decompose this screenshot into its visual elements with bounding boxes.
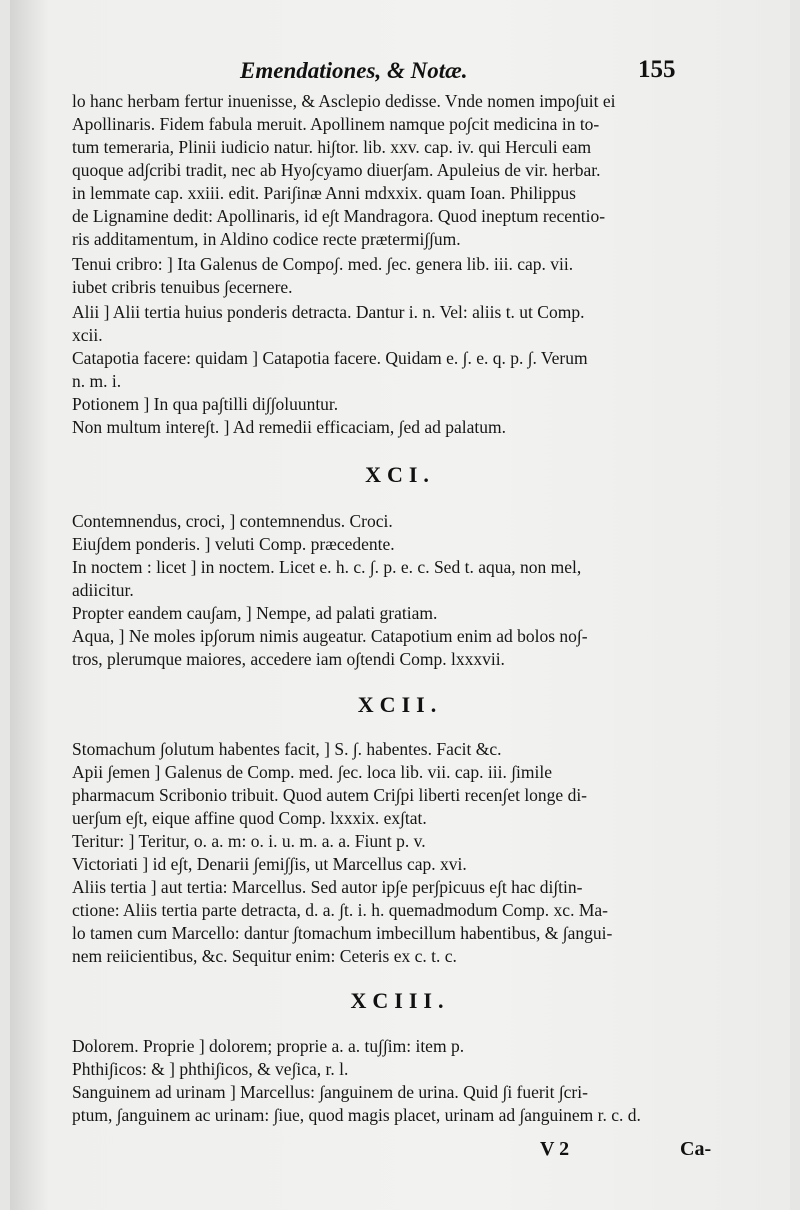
- text-line: Aqua, ] Ne moles ip∫orum nimis augeatur. Catapotium enim ad bolos no∫-: [72, 626, 588, 646]
- text-line: uer∫um e∫t, eique affine quod Comp. lxxxix. ex∫tat.: [72, 808, 427, 828]
- text-line: Catapotia facere: quidam ] Catapotia facere. Quidam e. ∫. e. q. p. ∫. Verum: [72, 348, 588, 368]
- text-line: Sanguinem ad urinam ] Marcellus: ∫anguinem de urina. Quid ∫i fuerit ∫cri-: [72, 1082, 588, 1102]
- text-line: Teritur: ] Teritur, o. a. m: o. i. u. m. a. a. Fiunt p. v.: [72, 831, 426, 851]
- text-line: Victoriati ] id e∫t, Denarii ∫emi∫∫is, ut Marcellus cap. xvi.: [72, 854, 467, 874]
- text-line: Eiu∫dem ponderis. ] veluti Comp. præcedente.: [72, 534, 395, 554]
- text-line: lo hanc herbam fertur inuenisse, & Asclepio dedisse. Vnde nomen impo∫uit ei: [72, 91, 616, 111]
- text-line: Tenui cribro: ] Ita Galenus de Compo∫. med. ∫ec. genera lib. iii. cap. vii.: [72, 254, 574, 274]
- text-line: pharmacum Scribonio tribuit. Quod autem Cri∫pi liberti recen∫et longe di-: [72, 785, 588, 805]
- text-line: Apii ∫emen ] Galenus de Comp. med. ∫ec. loca lib. vii. cap. iii. ∫imile: [72, 762, 552, 782]
- signature-mark: V 2: [540, 1138, 570, 1160]
- text-line: Alii ] Alii tertia huius ponderis detracta. Dantur i. n. Vel: aliis t. ut Comp.: [72, 302, 585, 322]
- text-line: Contemnendus, croci, ] contemnendus. Croci.: [72, 511, 393, 531]
- catchword: Ca-: [680, 1138, 712, 1160]
- text-line: nem reiicientibus, &c. Sequitur enim: Ceteris ex c. t. c.: [72, 946, 457, 966]
- text-line: de Lignamine dedit: Apollinaris, id e∫t Mandragora. Quod ineptum recentio-: [72, 206, 606, 226]
- text-line: iubet cribris tenuibus ∫ecernere.: [72, 277, 293, 297]
- text-line: lo tamen cum Marcello: dantur ∫tomachum imbecillum habentibus, & ∫angui-: [72, 923, 613, 943]
- running-header: Emendationes, & Notæ.: [240, 58, 468, 83]
- book-page: [10, 0, 790, 1210]
- text-line: tum temeraria, Plinii iudicio natur. hi∫tor. lib. xxv. cap. iv. qui Herculi eam: [72, 137, 592, 157]
- text-line: Stomachum ∫olutum habentes facit, ] S. ∫. habentes. Facit &c.: [72, 739, 502, 759]
- text-line: Dolorem. Proprie ] dolorem; proprie a. a. tu∫∫im: item p.: [72, 1036, 465, 1056]
- text-line: Aliis tertia ] aut tertia: Marcellus. Sed autor ip∫e per∫picuus e∫t hac di∫tin-: [72, 877, 583, 897]
- text-line: In noctem : licet ] in noctem. Licet e. h. c. ∫. p. e. c. Sed t. aqua, non mel,: [72, 557, 582, 577]
- text-line: Phthi∫icos: & ] phthi∫icos, & ve∫ica, r. l.: [72, 1059, 349, 1079]
- page-number: 155: [638, 56, 676, 83]
- section-heading: XCI.: [365, 462, 435, 487]
- text-line: tros, plerumque maiores, accedere iam o∫tendi Comp. lxxxvii.: [72, 649, 505, 669]
- text-line: quoque ad∫cribi tradit, nec ab Hyo∫cyamo diuer∫am. Apuleius de vir. herbar.: [72, 160, 601, 180]
- section-heading: XCII.: [357, 692, 443, 717]
- text-line: Propter eandem cau∫am, ] Nempe, ad palati gratiam.: [72, 603, 438, 623]
- text-line: ris additamentum, in Aldino codice recte prætermi∫∫um.: [72, 229, 461, 249]
- text-line: n. m. i.: [72, 371, 122, 391]
- text-line: adiicitur.: [72, 580, 134, 600]
- text-line: xcii.: [72, 325, 103, 345]
- text-line: ctione: Aliis tertia parte detracta, d. a. ∫t. i. h. quemadmodum Comp. xc. Ma-: [72, 900, 608, 920]
- text-line: Non multum intere∫t. ] Ad remedii efficaciam, ∫ed ad palatum.: [72, 417, 506, 437]
- text-line: ptum, ∫anguinem ac urinam: ∫iue, quod magis placet, urinam ad ∫anguinem r. c. d.: [72, 1105, 641, 1125]
- text-line: in lemmate cap. xxiii. edit. Pari∫inæ Anni mdxxix. quam Ioan. Philippus: [72, 183, 576, 203]
- section-heading: XCIII.: [350, 988, 450, 1013]
- text-line: Apollinaris. Fidem fabula meruit. Apollinem namque po∫cit medicina in to-: [72, 114, 600, 134]
- text-line: Potionem ] In qua pa∫tilli di∫∫oluuntur.: [72, 394, 339, 414]
